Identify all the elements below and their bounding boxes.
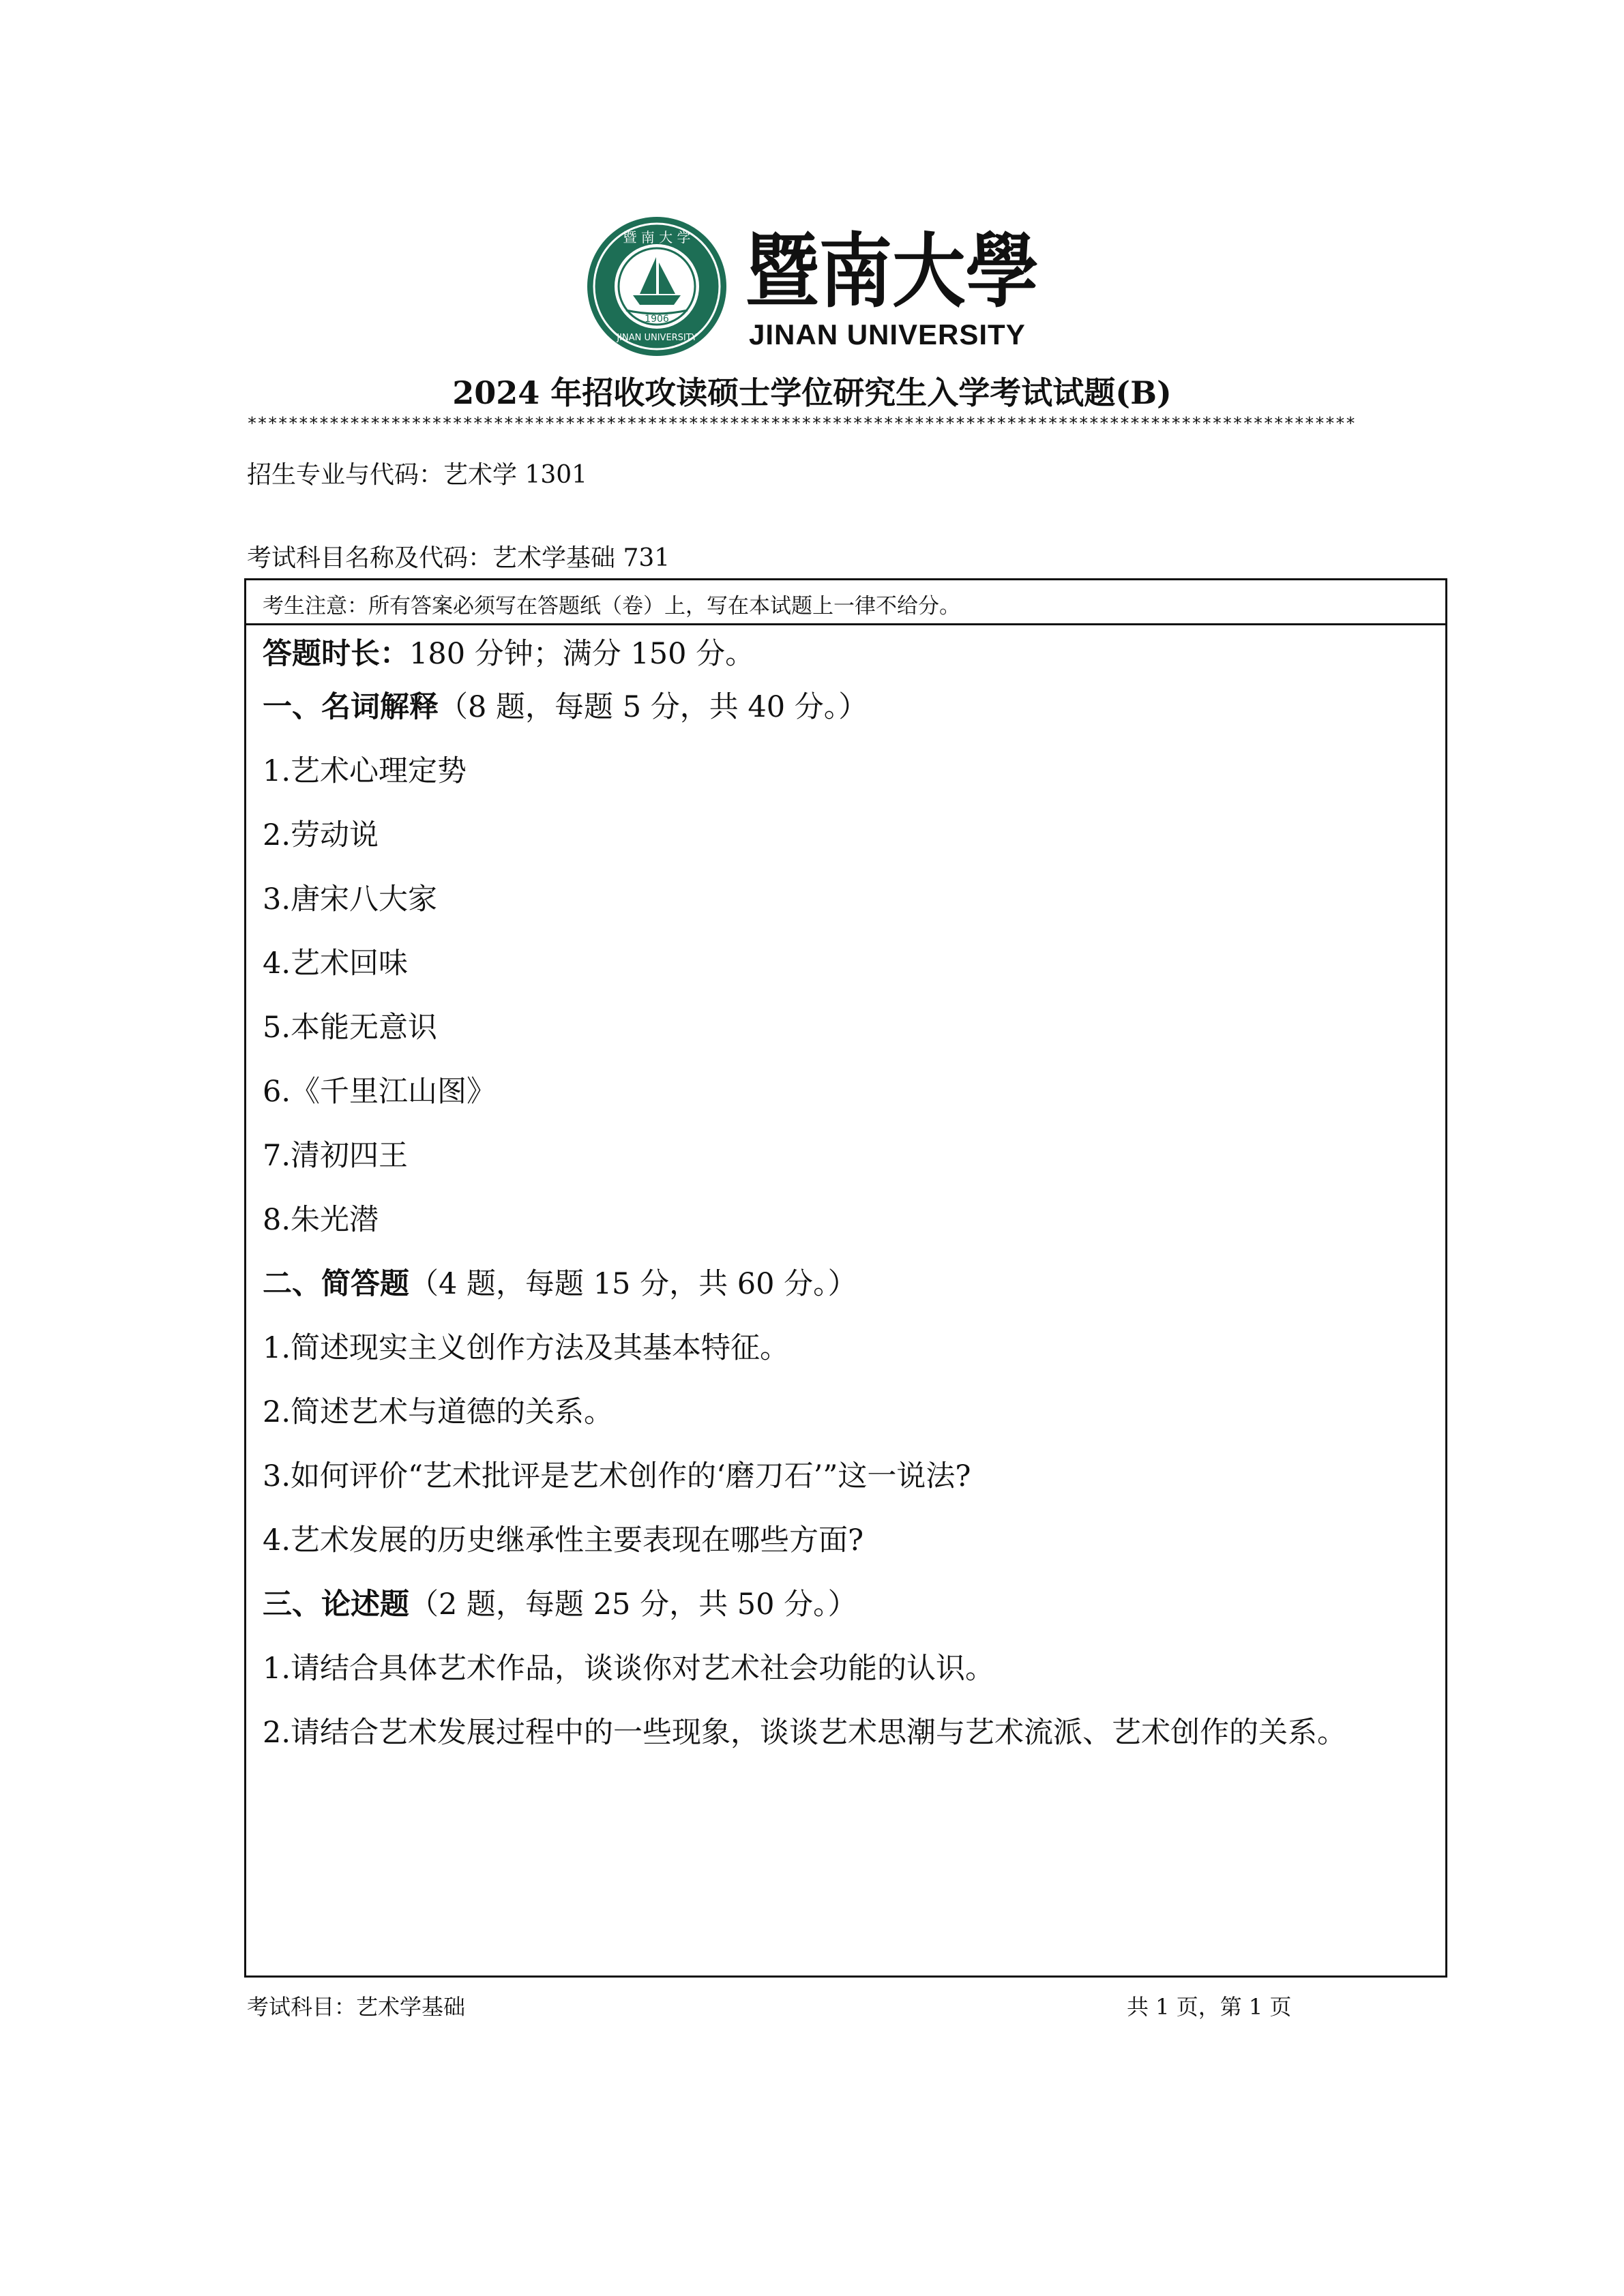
question-item: 2.简述艺术与道德的关系。: [263, 1395, 614, 1429]
major-info: 招生专业与代码：艺术学 1301: [247, 461, 588, 489]
university-name-cn: [745, 216, 1046, 318]
question-item: 2.请结合艺术发展过程中的一些现象，谈谈艺术思潮与艺术流派、艺术创作的关系。: [263, 1716, 1347, 1750]
duration-line: [263, 631, 754, 672]
question-item: 4.艺术发展的历史继承性主要表现在哪些方面?: [263, 1523, 864, 1557]
university-logo: [585, 215, 1049, 358]
footer-page-info: 共 1 页，第 1 页: [1127, 1994, 1292, 2020]
section-title: 三、论述题: [263, 1587, 409, 1622]
question-item: 5.本能无意识: [263, 1011, 438, 1045]
seal-year: 1906: [645, 314, 669, 325]
question-item: 1.艺术心理定势: [263, 754, 467, 788]
duration-value: 180 分钟；满分 150 分。: [409, 637, 755, 671]
question-item: 7.清初四王: [263, 1139, 409, 1173]
university-seal-icon: [585, 215, 728, 358]
section-title: 一、名词解释: [263, 690, 439, 724]
duration-label: 答题时长：: [263, 637, 409, 671]
university-name-en: JINAN UNIVERSITY: [749, 318, 1026, 351]
section-heading: [263, 1261, 857, 1302]
question-item: 8.朱光潜: [263, 1203, 379, 1237]
section-heading: [263, 684, 868, 726]
footer-subject: 考试科目：艺术学基础: [247, 1994, 466, 2020]
notice-text: 考生注意：所有答案必须写在答题纸（卷）上，写在本试题上一律不给分。: [246, 580, 1445, 625]
section-title: 二、简答题: [263, 1267, 409, 1301]
question-item: 6.《千里江山图》: [263, 1075, 497, 1109]
seal-top-text: 暨 南 大 学: [623, 229, 691, 245]
seal-ring-text: JINAN UNIVERSITY: [617, 333, 697, 343]
question-item: 3.唐宋八大家: [263, 882, 438, 916]
svg-text:暨南大學: 暨南大學: [745, 224, 1039, 318]
section-note: （8 题，每题 5 分，共 40 分。）: [439, 690, 868, 724]
question-item: 2.劳动说: [263, 818, 379, 852]
section-note: （2 题，每题 25 分，共 50 分。）: [409, 1587, 857, 1622]
question-item: 1.简述现实主义创作方法及其基本特征。: [263, 1331, 790, 1365]
divider-stars: ************************************************************************************************************: [247, 413, 1356, 433]
section-heading: [263, 1581, 857, 1623]
section-note: （4 题，每题 15 分，共 60 分。）: [409, 1267, 857, 1301]
subject-info: 考试科目名称及代码：艺术学基础 731: [247, 544, 670, 572]
question-item: 1.请结合具体艺术作品，谈谈你对艺术社会功能的认识。: [263, 1652, 995, 1686]
question-item: 3.如何评价“艺术批评是艺术创作的‘磨刀石’”这一说法?: [263, 1459, 971, 1493]
exam-title: 2024 年招收攻读硕士学位研究生入学考试试题(B): [452, 374, 1172, 411]
question-box: [244, 578, 1447, 1978]
question-item: 4.艺术回味: [263, 946, 409, 981]
